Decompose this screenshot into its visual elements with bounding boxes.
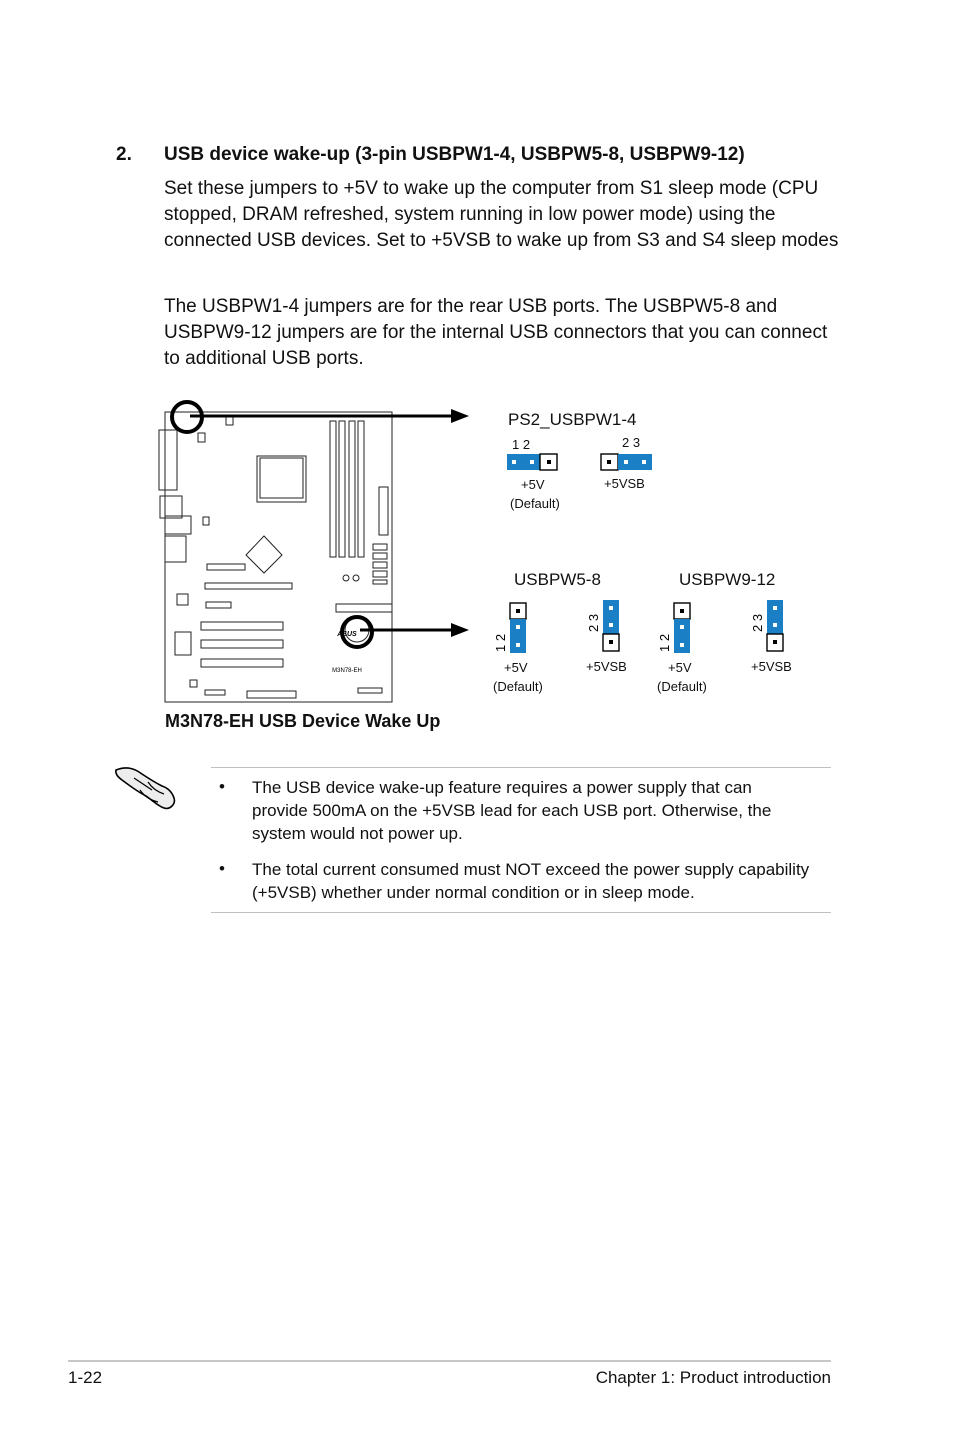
- usb912-left-setting: +5V: [668, 660, 692, 675]
- ps2-left-default: (Default): [510, 496, 560, 511]
- ps2-group-label: PS2_USBPW1-4: [508, 410, 637, 429]
- board-model-label: M3N78-EH: [332, 668, 362, 674]
- usb912-jumper-5vsb: [767, 600, 783, 651]
- pointing-hand-icon: [112, 760, 180, 812]
- ps2-jumper-default: [507, 454, 557, 470]
- page-number: 1-22: [68, 1368, 103, 1387]
- note-bullet-1: •: [219, 777, 225, 796]
- usb58-jumper-5vsb: [603, 600, 619, 651]
- usb58-left-setting: +5V: [504, 660, 528, 675]
- ps2-right-setting: +5VSB: [604, 476, 645, 491]
- asus-logo: ASUS: [337, 631, 357, 638]
- usb58-left-default: (Default): [493, 679, 543, 694]
- ps2-right-pin-numbers: 2 3: [622, 435, 641, 450]
- usb58-right-pin-numbers: 2 3: [586, 613, 601, 632]
- section-title: USB device wake-up (3-pin USBPW1-4, USBPW5-8, USBPW9-12): [164, 144, 745, 165]
- note-bullet-2: •: [219, 859, 225, 878]
- usb58-right-setting: +5VSB: [586, 659, 627, 674]
- arrow-bottom: [360, 623, 469, 637]
- usb58-left-pin-numbers: 1 2: [493, 633, 508, 652]
- ps2-jumper-5vsb: [601, 454, 652, 470]
- footer-rule: [68, 1360, 831, 1362]
- ps2-left-pin-numbers: 1 2: [512, 437, 531, 452]
- note-item-2: The total current consumed must NOT exceed the power supply capability (+5VSB) whether under normal condition or in sleep mode.: [252, 860, 810, 902]
- usb912-right-setting: +5VSB: [751, 659, 792, 674]
- chapter-title: Chapter 1: Product introduction: [595, 1368, 831, 1387]
- figure-caption: M3N78-EH USB Device Wake Up: [165, 711, 441, 731]
- usb58-jumper-default: [510, 603, 526, 653]
- note-top-rule: [211, 767, 831, 768]
- section-number: 2.: [116, 144, 132, 165]
- paragraph-jumper-ports: The USBPW1-4 jumpers are for the rear USB ports. The USBPW5-8 and USBPW9-12 jumpers are for the internal USB connectors that you can connect to additional USB ports.: [164, 296, 828, 369]
- motherboard-outline: [159, 412, 392, 702]
- usb912-group-label: USBPW9-12: [679, 570, 776, 589]
- usb912-right-pin-numbers: 2 3: [750, 613, 765, 632]
- note-item-1: The USB device wake-up feature requires a power supply that can provide 500mA on the +5VSB lead for each USB port. Otherwise, the system would not power up.: [252, 778, 772, 843]
- ps2-left-setting: +5V: [521, 477, 545, 492]
- paragraph-wake-modes: Set these jumpers to +5V to wake up the computer from S1 sleep mode (CPU stopped, DRAM refreshed, system running in low power mode) using the connected USB devices. Set to +5VSB to wake up from S3 and S4 sleep modes: [164, 178, 839, 251]
- usb912-left-default: (Default): [657, 679, 707, 694]
- usb912-jumper-default: [674, 603, 690, 653]
- usb912-left-pin-numbers: 1 2: [657, 633, 672, 652]
- note-bottom-rule: [211, 912, 831, 913]
- usb58-group-label: USBPW5-8: [514, 570, 601, 589]
